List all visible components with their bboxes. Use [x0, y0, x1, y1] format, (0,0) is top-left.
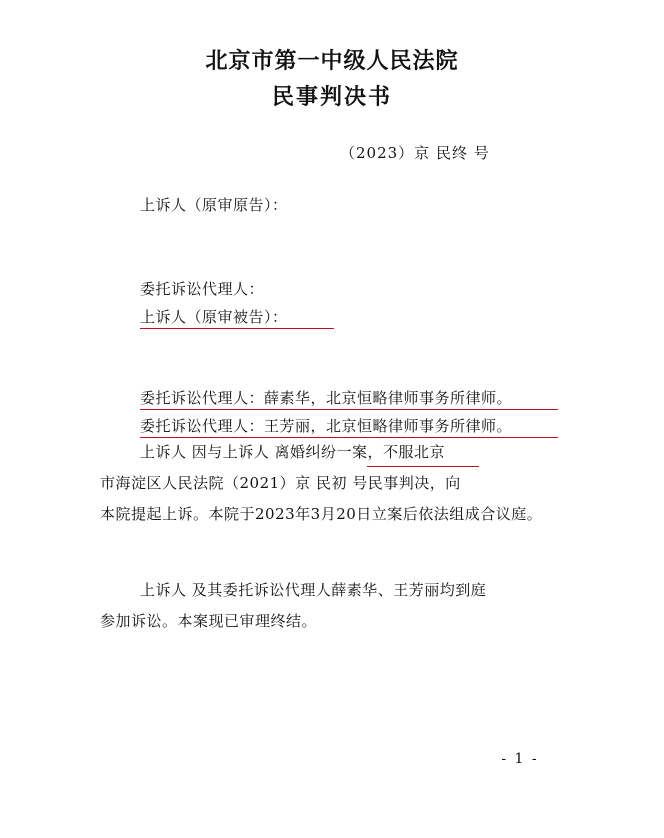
case-paragraph-1 — [100, 437, 580, 530]
paragraph-1-line-1: 上诉人 因与上诉人 离婚纠纷一案，不服北京 — [140, 443, 446, 461]
agent-xue-suhua: 委托诉讼代理人：薛素华，北京恒略律师事务所律师。 — [140, 389, 513, 407]
appellant-defendant-label: 上诉人（原审被告）： — [140, 308, 288, 326]
red-underline-1 — [140, 328, 334, 329]
appellant-plaintiff-label: 上诉人（原审原告）： — [140, 196, 288, 214]
page-number: - 1 - — [501, 751, 539, 767]
agent-wang-fangli: 委托诉讼代理人：王芳丽，北京恒略律师事务所律师。 — [140, 417, 513, 435]
case-number: （2023）京 民终 号 — [340, 144, 490, 162]
case-paragraph-2 — [100, 575, 580, 637]
paragraph-2-line-1: 上诉人 及其委托诉讼代理人薛素华、王芳丽均到庭 — [140, 581, 487, 599]
agent-label-1: 委托诉讼代理人： — [140, 280, 265, 298]
paragraph-1-line-3: 本院提起上诉。本院于2023年3月20日立案后依法组成合议庭。 — [100, 505, 543, 523]
paragraph-1-line-2: 市海淀区人民法院（2021）京 民初 号民事判决，向 — [100, 474, 461, 492]
court-name: 北京市第一中级人民法院 — [205, 48, 459, 74]
red-underline-4 — [367, 466, 479, 467]
paragraph-2-line-2: 参加诉讼。本案现已审理终结。 — [100, 612, 318, 630]
document-title: 民事判决书 — [271, 84, 392, 110]
red-underline-2 — [140, 409, 558, 410]
